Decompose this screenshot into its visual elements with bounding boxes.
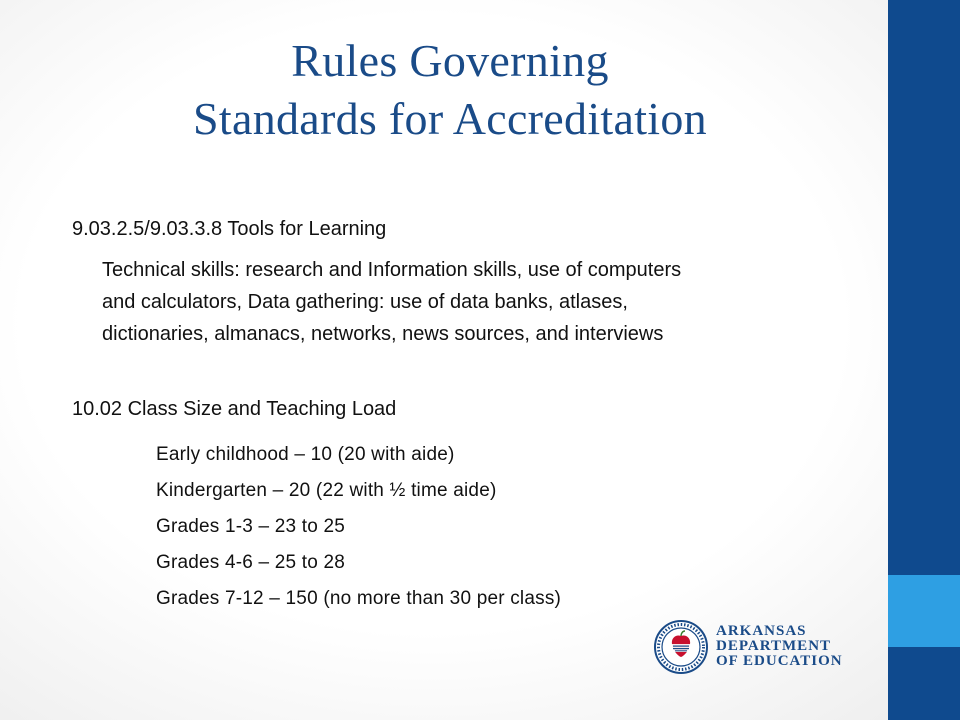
sidebar-bar-dark	[888, 0, 960, 575]
department-seal-icon	[654, 620, 708, 674]
section-heading-tools: 9.03.2.5/9.03.3.8 Tools for Learning	[72, 218, 387, 240]
paragraph-line: and calculators, Data gathering: use of data banks, atlases,	[102, 291, 628, 313]
section-heading-class-size: 10.02 Class Size and Teaching Load	[72, 398, 397, 420]
sidebar-bar-accent	[888, 575, 960, 647]
title-line-1: Rules Governing	[291, 35, 609, 86]
class-size-item: Grades 4-6 – 25 to 28	[156, 552, 346, 573]
section-paragraph-tools	[102, 254, 842, 350]
class-size-item: Early childhood – 10 (20 with aide)	[156, 444, 455, 465]
class-size-item: Grades 1-3 – 23 to 25	[156, 516, 346, 537]
title-line-2: Standards for Accreditation	[193, 93, 707, 144]
org-line-2: DEPARTMENT	[716, 638, 832, 654]
sidebar-bar-dark-bottom	[888, 647, 960, 720]
org-line-3: OF EDUCATION	[716, 653, 843, 669]
class-size-item: Grades 7-12 – 150 (no more than 30 per class)	[156, 588, 562, 609]
organization-name	[716, 624, 843, 669]
paragraph-line: dictionaries, almanacs, networks, news sources, and interviews	[102, 323, 664, 345]
class-size-item: Kindergarten – 20 (22 with ½ time aide)	[156, 480, 497, 501]
slide-title	[40, 32, 860, 148]
org-line-1: ARKANSAS	[716, 623, 807, 639]
paragraph-line: Technical skills: research and Information skills, use of computers	[102, 259, 682, 281]
arkansas-education-logo	[654, 620, 843, 676]
